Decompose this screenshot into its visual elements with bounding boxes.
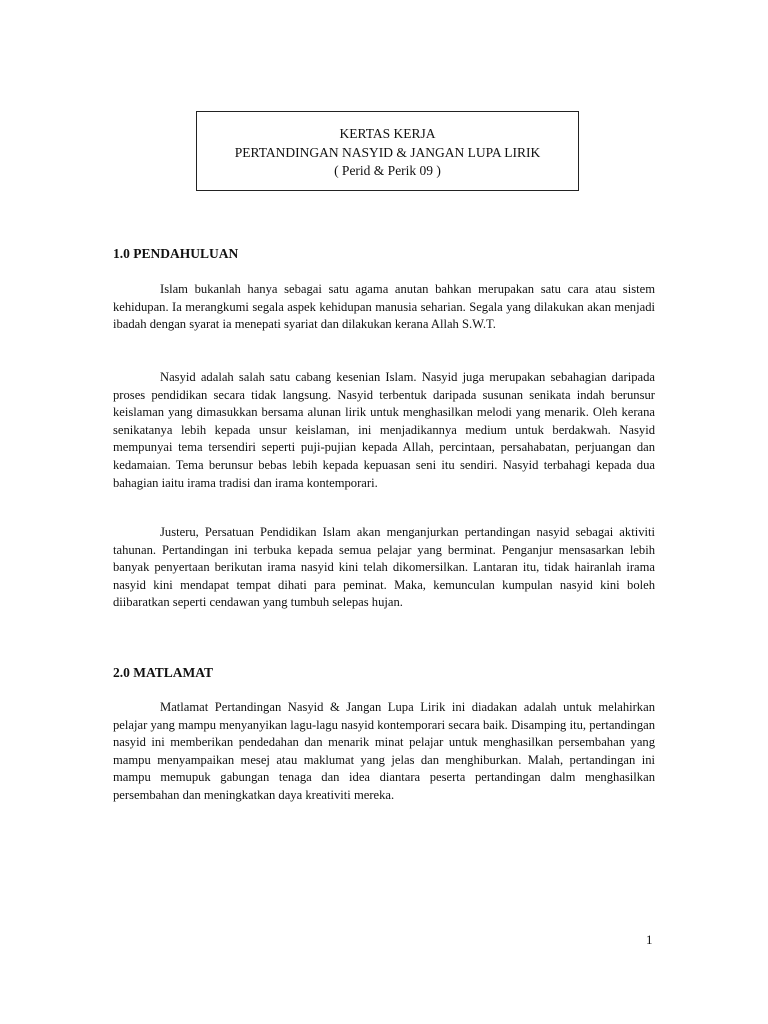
paragraph-pendahuluan-1: Islam bukanlah hanya sebagai satu agama anutan bahkan merupakan satu cara atau sistem kehidupan. Ia merangkumi segala aspek kehidupan manusia seharian. Segala yang dilakukan akan menjadi ibadah dengan syarat ia menepati syariat dan dilakukan kerana Allah S.W.T. [113, 282, 655, 332]
paragraph-pendahuluan-3: Justeru, Persatuan Pendidikan Islam akan menganjurkan pertandingan nasyid sebagai aktiviti tahunan. Pertandingan ini terbuka kepada semua pelajar yang berminat. Penganjur mensasarkan lebih banyak penyertaan berikutan irama nasyid kini telah dikomersilkan. Lantaran itu, tidak hairanlah irama nasyid kini mendapat tempat dihati para peminat. Maka, kemunculan kumpulan nasyid kini boleh diibaratkan seperti cendawan yang tumbuh selepas hujan. [113, 525, 655, 610]
document-subtitle: PERTANDINGAN NASYID & JANGAN LUPA LIRIK [234, 144, 541, 160]
section-heading-matlamat: 2.0 MATLAMAT [113, 665, 213, 680]
document-title-box [196, 111, 579, 191]
document-event-code: ( Perid & Perik 09 ) [334, 163, 441, 178]
section-heading-pendahuluan: 1.0 PENDAHULUAN [113, 246, 239, 261]
page-number: 1 [646, 932, 653, 947]
paragraph-pendahuluan-2: Nasyid adalah salah satu cabang kesenian Islam. Nasyid juga merupakan sebahagian daripada proses pendidikan secara tidak langsung. Nasyid terbentuk daripada susunan senikata indah berunsur keislaman yang dimasukkan bersama alunan lirik untuk menghasilkan melodi yang menarik. Oleh kerana senikatanya lebih kepada unsur keislaman, ini menjadikannya medium untuk berdakwah. Nasyid mempunyai tema tersendiri seperti puji-pujian kepada Allah, percintaan, persahabatan, perjuangan dan kedamaian. Tema berunsur bebas lebih kepada kepuasan seni itu sendiri. Nasyid terbahagi kepada dua bahagian iaitu irama tradisi dan irama kontemporari. [113, 370, 655, 490]
paragraph-matlamat-1: Matlamat Pertandingan Nasyid & Jangan Lupa Lirik ini diadakan adalah untuk melahirkan pelajar yang mampu menyanyikan lagu-lagu nasyid kontemporari secara baik. Disamping itu, pertandingan nasyid ini memberikan pendedahan dan menarik minat pelajar untuk menghasilkan persembahan yang mampu menyampaikan mesej atau maklumat yang jelas dan menghiburkan. Malah, pertandingan ini mampu memupuk gabungan tenaga dan idea diantara peserta pertandingan dalm menghasilkan persembahan dan meningkatkan daya kreativiti mereka. [113, 700, 655, 802]
document-title: KERTAS KERJA [339, 126, 436, 141]
